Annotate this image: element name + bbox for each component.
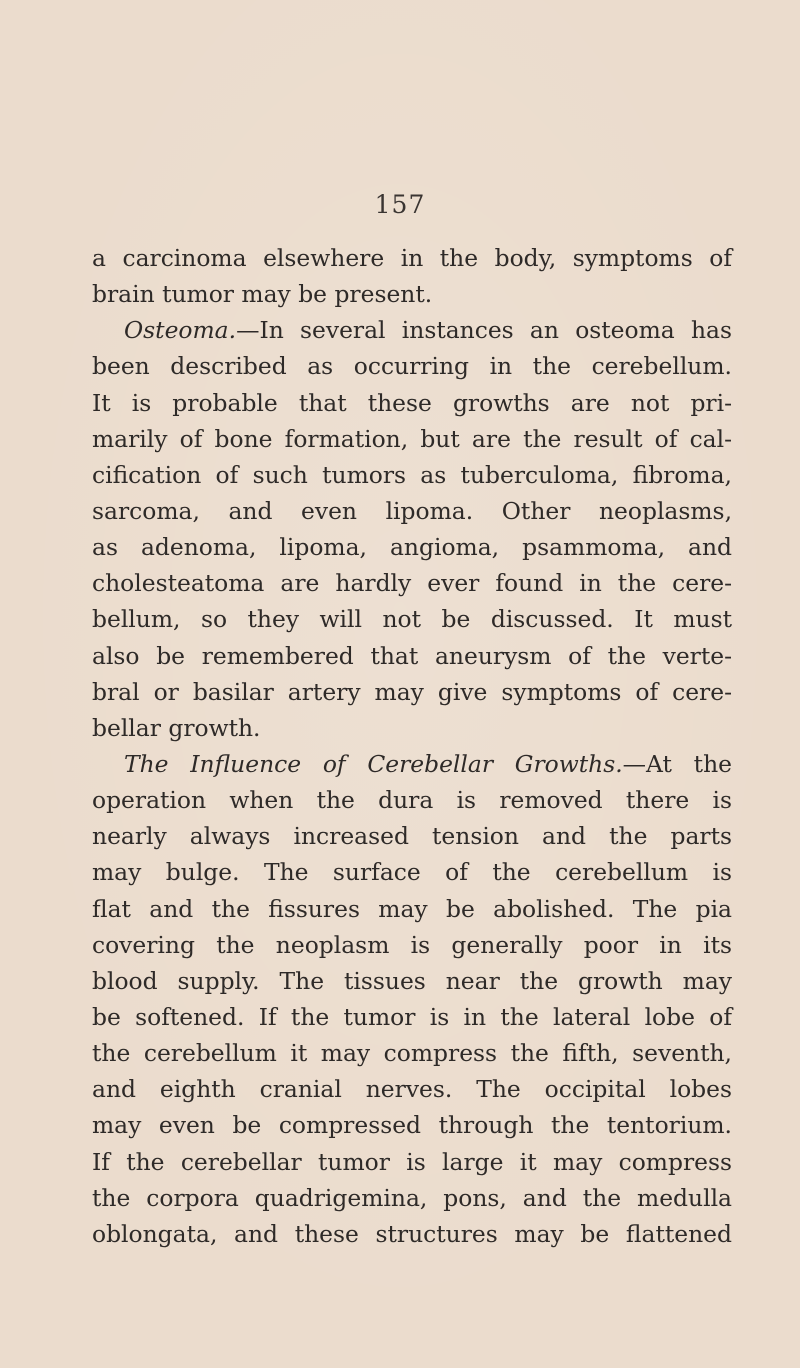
text-line: bral or basilar artery may give symptoms of cere- [92,677,732,706]
text-line: cholesteatoma are hardly ever found in the cere- [92,569,732,598]
heading-text: —In several instances an osteoma has [236,316,732,345]
text-line: It is probable that these growths are not pri- [92,388,732,417]
heading-italic: The Influence of Cerebellar Growths. [124,749,623,778]
text-line: a carcinoma elsewhere in the body, symptoms of [92,244,732,272]
text-line: sarcoma, and even lipoma. Other neoplasms, [92,496,732,525]
text-line: bellum, so they will not be discussed. It must [92,605,732,634]
page-number: 157 [374,190,426,219]
text-line: oblongata, and these structures may be flattened [92,1219,732,1248]
text-line: nearly always increased tension and the parts [92,822,732,851]
section-heading-osteoma [92,312,732,348]
text-line: been described as occurring in the cerebellum. [92,352,732,381]
text-line: the cerebellum it may compress the fifth, seventh, [92,1039,732,1068]
text-line: and eighth cranial nerves. The occipital lobes [92,1075,732,1104]
text-line: flat and the fissures may be abolished. The pia [92,894,732,923]
text-line: blood supply. The tissues near the growth may [92,966,732,995]
text-line: brain tumor may be present. [92,280,433,309]
text-line: If the cerebellar tumor is large it may compress [92,1147,732,1176]
heading-text: —At the [622,749,732,778]
text-line: the corpora quadrigemina, pons, and the medulla [92,1183,732,1212]
text-line: bellar growth. [92,713,261,742]
text-line: as adenoma, lipoma, angioma, psammoma, and [92,533,732,562]
body-text [92,240,732,1252]
text-line: be softened. If the tumor is in the lateral lobe of [92,1002,732,1031]
text-line: marily of bone formation, but are the result of cal- [92,424,732,453]
text-line: may even be compressed through the tentorium. [92,1111,732,1140]
text-line: operation when the dura is removed there is [92,786,732,815]
text-line: also be remembered that aneurysm of the verte- [92,641,732,670]
text-line: covering the neoplasm is generally poor in its [92,930,732,959]
heading-italic: Osteoma. [124,316,237,345]
section-heading-influence [92,746,732,782]
text-line: cification of such tumors as tuberculoma, fibroma, [92,460,732,489]
text-line: may bulge. The surface of the cerebellum is [92,858,732,887]
